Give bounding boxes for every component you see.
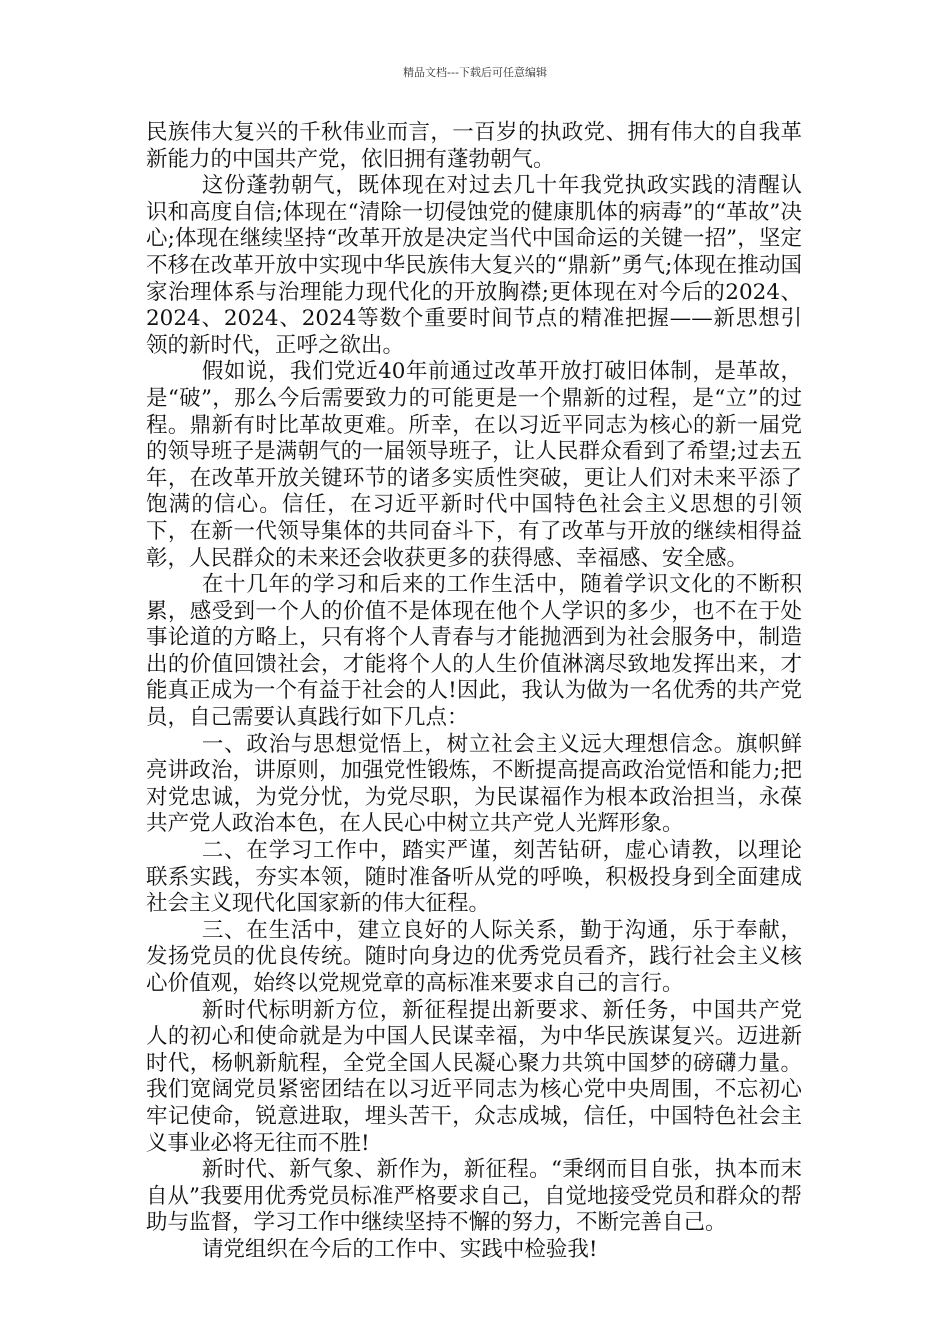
paragraph: 三、在生活中，建立良好的人际关系，勤于沟通，乐于奉献，发扬党员的优良传统。随时向身边的优秀党员看齐，践行社会主义核心价值观，始终以党规党章的高标准来要求自己的言行。 [146,917,802,996]
paragraph: 新时代标明新方位，新征程提出新要求、新任务，中国共产党人的初心和使命就是为中国人民谋幸福，为中华民族谋复兴。迈进新时代，杨帆新航程，全党全国人民凝心聚力共筑中国梦的磅礴力量。我们宽阔党员紧密团结在以习近平同志为核心党中央周围，不忘初心牢记使命，锐意进取，埋头苦干，众志成城，信任，中国特色社会主义事业必将无往而不胜! [146,997,802,1156]
paragraph: 一、政治与思想觉悟上，树立社会主义远大理想信念。旗帜鲜亮讲政治，讲原则，加强党性锻炼，不断提高提高政治觉悟和能力;把对党忠诚，为党分忧，为党尽职，为民谋福作为根本政治担当，永葆共产党人政治本色，在人民心中树立共产党人光辉形象。 [146,731,802,837]
document-body [146,120,802,1264]
paragraph: 这份蓬勃朝气，既体现在对过去几十年我党执政实践的清醒认识和高度自信;体现在“清除一切侵蚀党的健康肌体的病毒”的“革故”决心;体现在继续坚持“改革开放是决定当代中国命运的关键一招”，坚定不移在改革开放中实现中华民族伟大复兴的“鼎新”勇气;体现在推动国家治理体系与治理能力现代化的开放胸襟;更体现在对今后的2024、2024、2024、2024等数个重要时间节点的精准把握——新思想引领的新时代，正呼之欲出。 [146,173,802,358]
paragraph: 假如说，我们党近40年前通过改革开放打破旧体制，是革故，是“破”，那么今后需要致力的可能更是一个鼎新的过程，是“立”的过程。鼎新有时比革故更难。所幸，在以习近平同志为核心的新一届党的领导班子是满朝气的一届领导班子，让人民群众看到了希望;过去五年，在改革开放关键环节的诸多实质性突破，更让人们对未来平添了饱满的信心。信任，在习近平新时代中国特色社会主义思想的引领下，在新一代领导集体的共同奋斗下，有了改革与开放的继续相得益彰，人民群众的未来还会收获更多的获得感、幸福感、安全感。 [146,359,802,571]
page-header: 精品文档---下载后可任意编辑 [403,66,547,79]
paragraph: 二、在学习工作中，踏实严谨，刻苦钻研，虚心请教，以理论联系实践，夯实本领，随时准备听从党的呼唤，积极投身到全面建成社会主义现代化国家新的伟大征程。 [146,838,802,917]
paragraph: 民族伟大复兴的千秋伟业而言，一百岁的执政党、拥有伟大的自我革新能力的中国共产党，依旧拥有蓬勃朝气。 [146,120,802,172]
paragraph: 新时代、新气象、新作为，新征程。“秉纲而目自张，执本而末自从”我要用优秀党员标准严格要求自己，自觉地接受党员和群众的帮助与监督，学习工作中继续坚持不懈的努力，不断完善自己。 [146,1157,802,1236]
paragraph: 在十几年的学习和后来的工作生活中，随着学识文化的不断积累，感受到一个人的价值不是体现在他个人学识的多少，也不在于处事论道的方略上，只有将个人青春与才能抛洒到为社会服务中，制造出的价值回馈社会，才能将个人的人生价值淋漓尽致地发挥出来，才能真正成为一个有益于社会的人!因此，我认为做为一名优秀的共产党员，自己需要认真践行如下几点： [146,572,802,731]
paragraph: 请党组织在今后的工作中、实践中检验我! [201,1236,598,1262]
